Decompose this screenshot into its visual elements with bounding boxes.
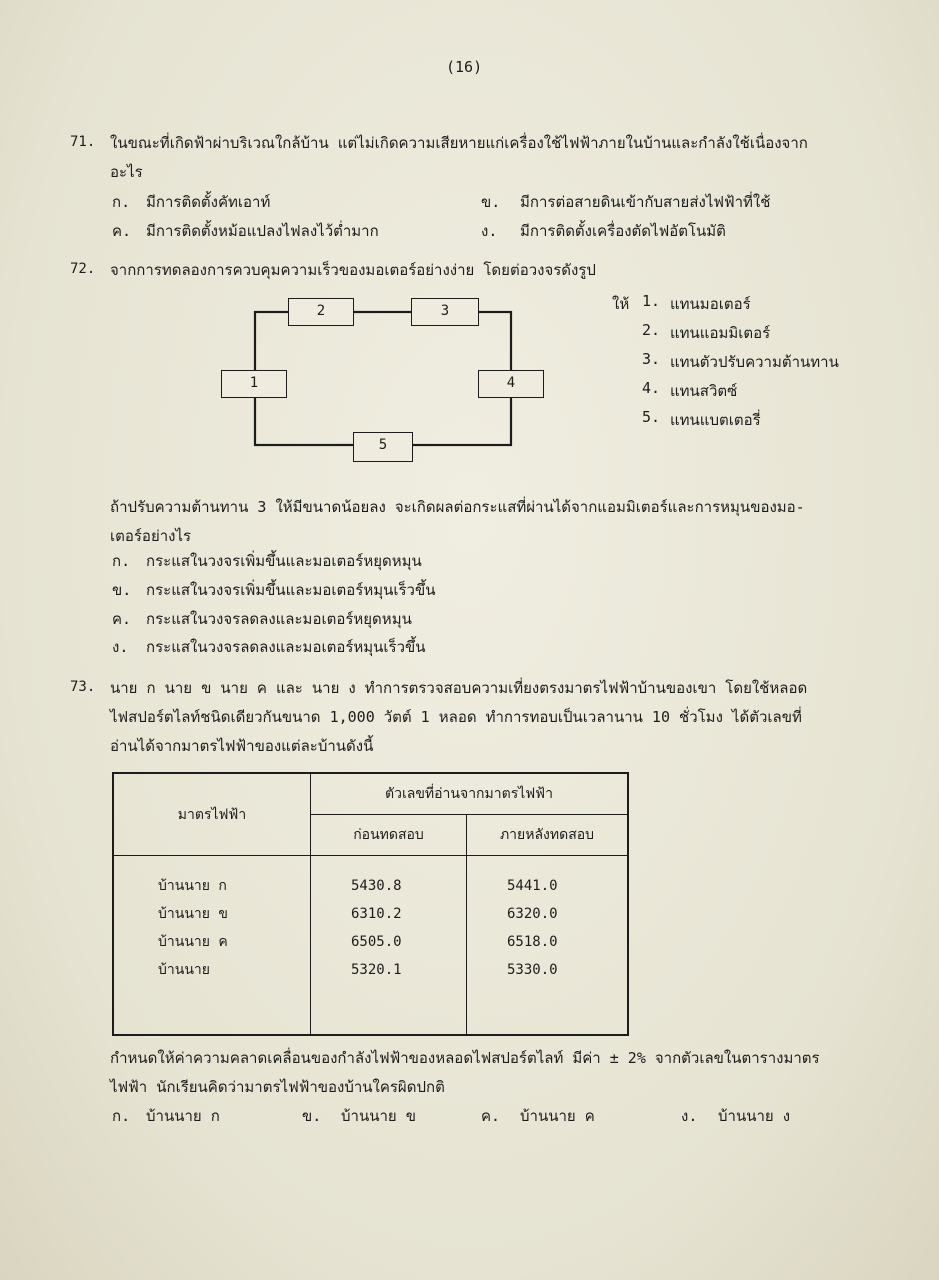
q72-question-line2: เตอร์อย่างไร [110, 527, 192, 545]
col-header-after: ภายหลังทดสอบ [467, 815, 629, 856]
q72-choice-b: กระแสในวงจรเพิ่มขึ้นและมอเตอร์หมุนเร็วขึ้น [146, 581, 436, 599]
table-cell-after: 5330.0 [507, 962, 558, 978]
legend-1-text: แทนมอเตอร์ [670, 295, 751, 313]
legend-4-num: 4. [642, 379, 661, 397]
q73-choice-a: บ้านนาย ก [146, 1107, 220, 1125]
table-col-house [113, 856, 311, 1036]
table-cell-before: 5430.8 [351, 878, 402, 894]
component-5-battery: 5 [353, 432, 413, 462]
q73-choice-c: บ้านนาย ค [520, 1107, 595, 1125]
q71-text-line2: อะไร [110, 163, 143, 181]
table-cell-after: 5441.0 [507, 878, 558, 894]
q73-note-line1: กำหนดให้ค่าความคลาดเคลื่อนของกำลังไฟฟ้าของหลอดไฟสปอร์ตไลท์ มีค่า ± 2% จากตัวเลขในตารางมาตร [110, 1049, 820, 1067]
table-row-house: บ้านนาย ข [158, 906, 228, 922]
legend-3-text: แทนตัวปรับความต้านทาน [670, 353, 839, 371]
component-4-switch: 4 [478, 370, 544, 398]
q71-choice-a: มีการติดตั้งคัทเอาท์ [146, 193, 271, 211]
table-row-house: บ้านนาย ก [158, 878, 227, 894]
circuit-wires [0, 0, 939, 470]
col-header-before: ก่อนทดสอบ [311, 815, 467, 856]
q71-choice-d: มีการติดตั้งเครื่องตัดไฟอัตโนมัติ [520, 222, 726, 240]
page-number: (16) [446, 58, 483, 76]
q73-number: 73. [70, 679, 96, 695]
q71-choice-b-label: ข. [481, 193, 501, 211]
table-col-before [311, 856, 467, 1036]
legend-prefix: ให้ [612, 295, 630, 313]
table-cell-before: 5320.1 [351, 962, 402, 978]
q72-choice-d: กระแสในวงจรลดลงและมอเตอร์หมุนเร็วขึ้น [146, 638, 426, 656]
q71-choice-c: มีการติดตั้งหม้อแปลงไฟลงไว้ต่ำมาก [146, 222, 379, 240]
q73-note-line2: ไฟฟ้า นักเรียนคิดว่ามาตรไฟฟ้าของบ้านใครผิดปกติ [110, 1078, 445, 1096]
q71-number: 71. [70, 134, 96, 150]
q72-choice-a: กระแสในวงจรเพิ่มขึ้นและมอเตอร์หยุดหมุน [146, 552, 422, 570]
q72-choice-b-label: ข. [112, 581, 132, 599]
q72-text: จากการทดลองการควบคุมความเร็วของมอเตอร์อย่างง่าย โดยต่อวงจรดังรูป [110, 261, 596, 279]
legend-2-num: 2. [642, 321, 661, 339]
q71-text-line1: ในขณะที่เกิดฟ้าผ่าบริเวณใกล้บ้าน แต่ไม่เกิดความเสียหายแก่เครื่องใช้ไฟฟ้าภายในบ้านและกำลังใช้เนื่องจาก [110, 134, 808, 152]
q71-choice-c-label: ค. [112, 222, 132, 240]
q73-choice-a-label: ก. [112, 1107, 131, 1125]
table-cell-after: 6320.0 [507, 906, 558, 922]
table-row-house: บ้านนาย ค [158, 934, 228, 950]
table-row-house: บ้านนาย [158, 962, 210, 978]
component-1-motor: 1 [221, 370, 287, 398]
q71-choice-d-label: ง. [481, 222, 498, 240]
q71-choice-b: มีการต่อสายดินเข้ากับสายส่งไฟฟ้าที่ใช้ [520, 193, 771, 211]
table-cell-before: 6310.2 [351, 906, 402, 922]
q72-choice-c-label: ค. [112, 610, 132, 628]
q73-text-line1: นาย ก นาย ข นาย ค และ นาย ง ทำการตรวจสอบความเที่ยงตรงมาตรไฟฟ้าบ้านของเขา โดยใช้หลอด [110, 679, 808, 697]
q72-choice-a-label: ก. [112, 552, 131, 570]
q73-choice-c-label: ค. [481, 1107, 501, 1125]
component-2-ammeter: 2 [288, 298, 354, 326]
legend-5-text: แทนแบตเตอรี่ [670, 411, 761, 429]
q72-choice-c: กระแสในวงจรลดลงและมอเตอร์หยุดหมุน [146, 610, 412, 628]
col-header-meter: มาตรไฟฟ้า [113, 773, 311, 856]
q73-text-line2: ไฟสปอร์ตไลท์ชนิดเดียวกันขนาด 1,000 วัตต์ 1 หลอด ทำการทอบเป็นเวลานาน 10 ชั่วโมง ได้ตัวเลขที่ [110, 708, 802, 726]
legend-3-num: 3. [642, 350, 661, 368]
q73-text-line3: อ่านได้จากมาตรไฟฟ้าของแต่ละบ้านดังนี้ [110, 737, 374, 755]
legend-4-text: แทนสวิตซ์ [670, 382, 738, 400]
q72-choice-d-label: ง. [112, 638, 129, 656]
table-cell-before: 6505.0 [351, 934, 402, 950]
col-header-group: ตัวเลขที่อ่านจากมาตรไฟฟ้า [311, 773, 629, 815]
q72-question-line1: ถ้าปรับความต้านทาน 3 ให้มีขนาดน้อยลง จะเกิดผลต่อกระแสที่ผ่านได้จากแอมมิเตอร์และการหมุนของมอ- [110, 498, 805, 516]
meter-table [112, 772, 629, 1036]
table-col-after [467, 856, 629, 1036]
table-cell-after: 6518.0 [507, 934, 558, 950]
q73-choice-b: บ้านนาย ข [341, 1107, 416, 1125]
q72-number: 72. [70, 261, 96, 277]
q73-choice-b-label: ข. [302, 1107, 322, 1125]
q73-choice-d-label: ง. [681, 1107, 698, 1125]
legend-5-num: 5. [642, 408, 661, 426]
legend-1-num: 1. [642, 292, 661, 310]
component-3-rheostat: 3 [411, 298, 479, 326]
q73-choice-d: บ้านนาย ง [718, 1107, 791, 1125]
q71-choice-a-label: ก. [112, 193, 131, 211]
legend-2-text: แทนแอมมิเตอร์ [670, 324, 771, 342]
